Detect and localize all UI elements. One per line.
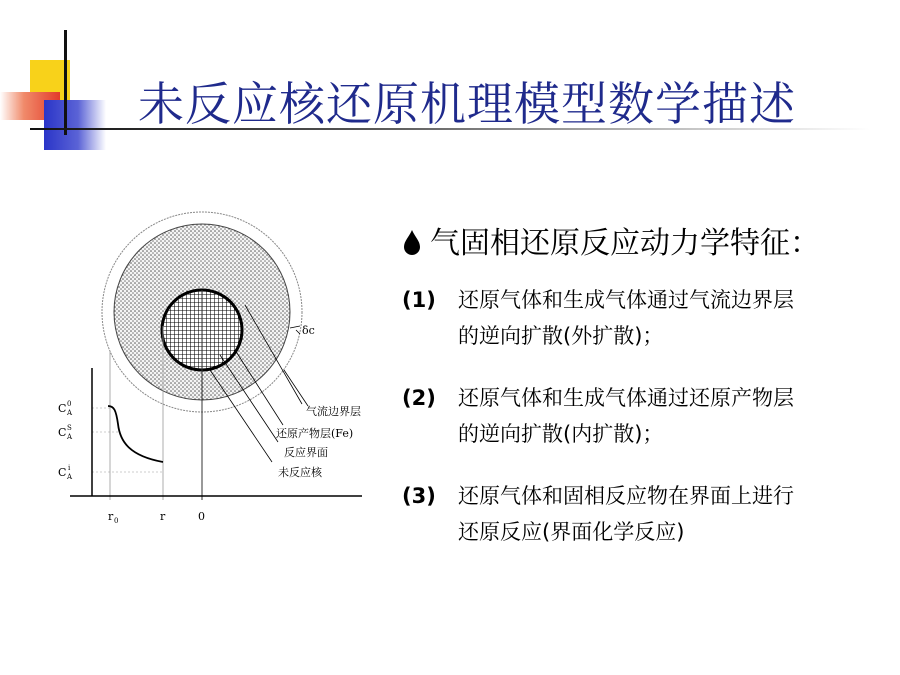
label-product-layer: 还原产物层(Fe) [276,427,354,440]
delta-label: δc [302,324,315,337]
list-item-number: (1) [402,288,436,312]
list-item-line2: 的逆向扩散(内扩散)； [458,422,664,446]
list-item-line1: 还原气体和生成气体通过气流边界层 [458,288,794,312]
list-item-line1: 还原气体和固相反应物在界面上进行 [458,484,794,508]
x-label-r0: r [108,510,114,523]
concentration-curve [108,406,163,462]
svg-text:i: i [68,464,71,472]
svg-text:0: 0 [67,400,72,408]
list-item-2 [402,380,794,452]
svg-text:S: S [67,424,72,432]
list-item-line2: 还原反应(界面化学反应) [458,520,685,544]
svg-text:C: C [58,426,67,439]
corner-vertical-line [64,30,67,135]
svg-text:C: C [58,402,67,415]
section-heading-text: 气固相还原反应动力学特征： [430,226,820,261]
list-item-1 [402,282,794,354]
x-label-r0-sub: 0 [114,517,119,525]
x-label-r: r [160,510,166,523]
y-label-cs [58,424,73,441]
x-label-zero: 0 [198,510,205,523]
drop-bullet-icon [402,228,424,263]
slide-title: 未反应核还原机理模型数学描述 [138,77,796,131]
section-heading [402,218,820,263]
label-boundary-layer: 气流边界层 [306,405,361,418]
svg-text:A: A [67,473,73,481]
list-item-line2: 的逆向扩散(外扩散)； [458,324,664,348]
svg-text:C: C [58,466,67,479]
svg-text:A: A [67,409,73,417]
unreacted-core-diagram [50,210,380,530]
list-item-number: (3) [402,484,436,508]
svg-text:A: A [67,433,73,441]
label-core: 未反应核 [278,466,322,479]
list-item-3 [402,478,794,550]
label-interface: 反应界面 [284,446,328,459]
y-label-ci [58,464,73,481]
corner-blue-block [44,100,106,150]
y-label-c0 [58,400,73,417]
list-item-line1: 还原气体和生成气体通过还原产物层 [458,386,794,410]
list-item-number: (2) [402,386,436,410]
